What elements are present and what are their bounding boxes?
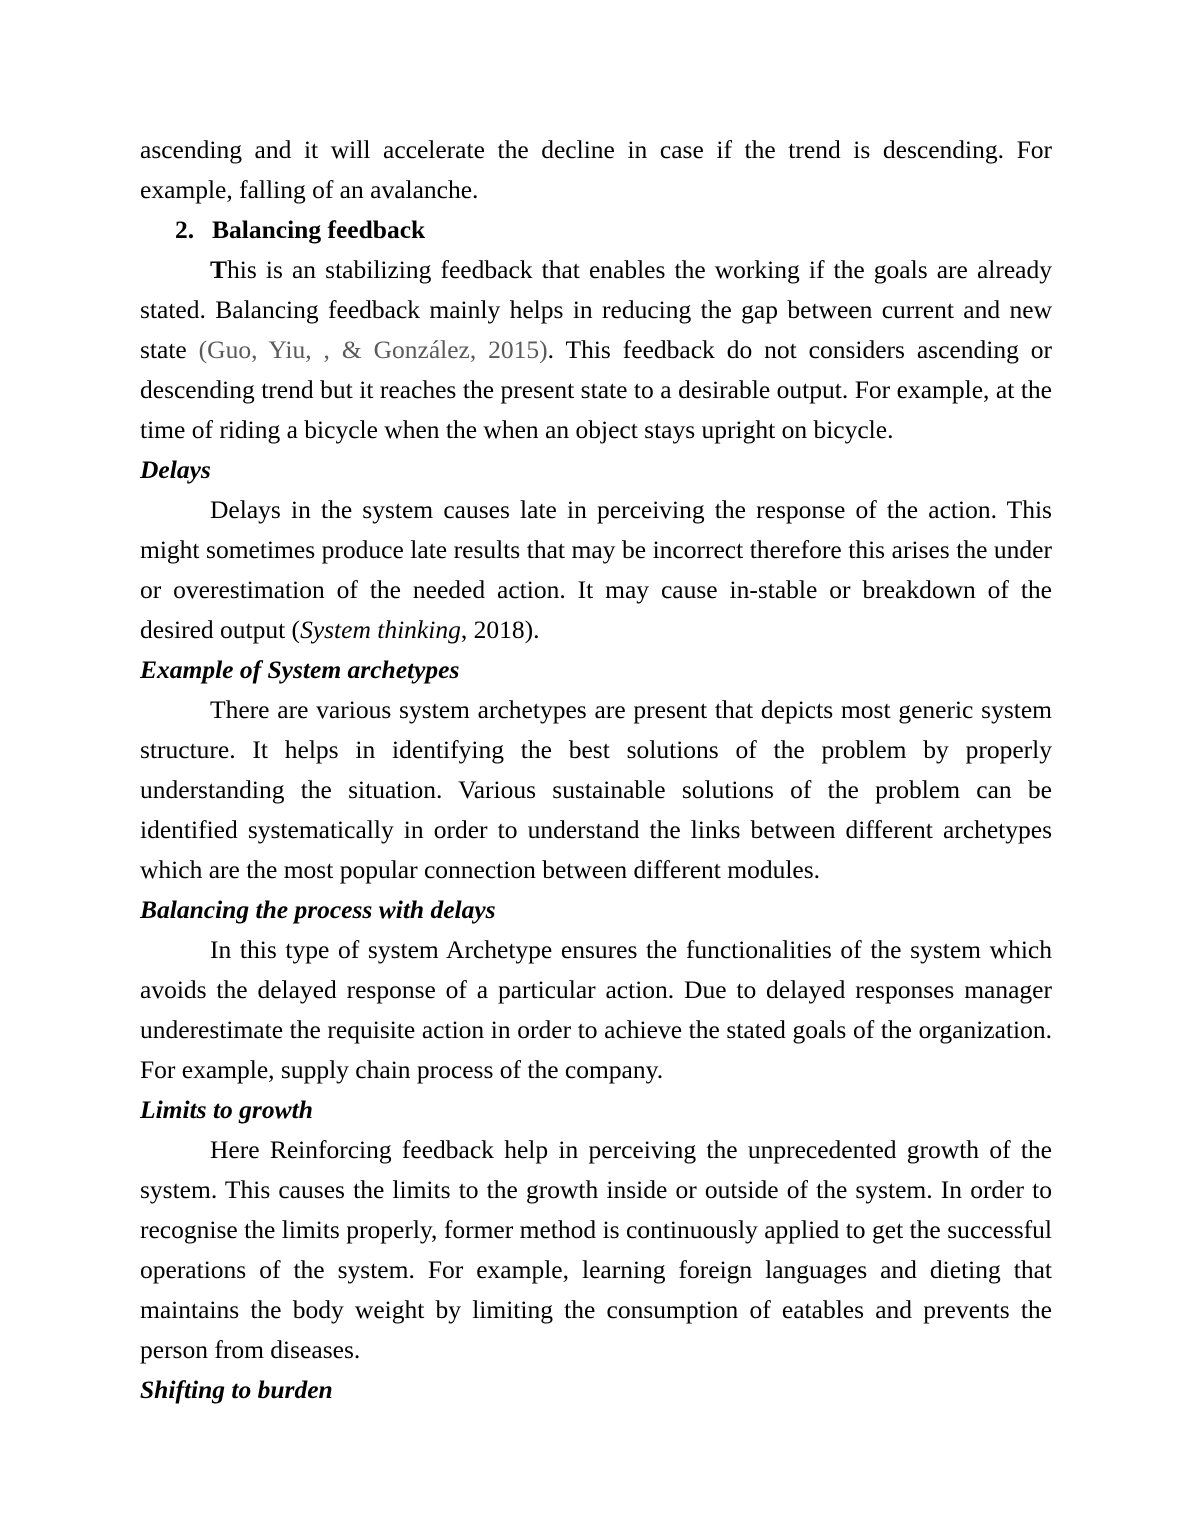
paragraph-delays (140, 490, 1052, 650)
list-item-number: 2. (175, 215, 195, 244)
list-item-label: Balancing feedback (212, 215, 426, 244)
heading-limits-to-growth: Limits to growth (140, 1095, 313, 1124)
paragraph-lead-capital: T (210, 255, 228, 284)
heading-example-of-system-archetypes: Example of System archetypes (140, 655, 460, 684)
paragraph-text-run: . This feedback do not considers ascending or descending trend but it reaches the present state to a desirable output. For example, at the time of riding a bicycle when the when an object stays upright on bicycle. (140, 335, 1052, 444)
heading-delays: Delays (140, 455, 211, 484)
citation-system-thinking-title: System thinking (300, 615, 461, 644)
paragraph-text-run: his is an stabilizing feedback that enables the working if the goals are already stated. Balancing feedback mainly helps in reducing the gap between current and new state (140, 255, 1052, 364)
heading-shifting-to-burden: Shifting to burden (140, 1375, 333, 1404)
paragraph-text-run: Delays in the system causes late in perceiving the response of the action. This might sometimes produce late results that may be incorrect therefore this arises the under or overestimation of the needed action. It may cause in-stable or breakdown of the desired output ( (140, 495, 1052, 644)
citation-guo-yiu-gonzalez: (Guo, Yiu, , & González, 2015) (198, 335, 548, 364)
paragraph-avalanche: ascending and it will accelerate the decline in case if the trend is descending. For example, falling of an avalanche. (140, 135, 1052, 204)
citation-system-thinking-year: , 2018). (460, 615, 540, 644)
paragraph-balancing-feedback (140, 250, 1052, 450)
heading-balancing-the-process-with-delays: Balancing the process with delays (140, 895, 496, 924)
paragraph-balancing-process: In this type of system Archetype ensures the functionalities of the system which avoids the delayed response of a particular action. Due to delayed responses manager underestimate the requisite action in order to achieve the stated goals of the organization. For example, supply chain process of the company. (140, 935, 1052, 1084)
numbered-list (140, 210, 1052, 250)
paragraph-limits-to-growth: Here Reinforcing feedback help in perceiving the unprecedented growth of the system. This causes the limits to the growth inside or outside of the system. In order to recognise the limits properly, former method is continuously applied to get the successful operations of the system. For example, learning foreign languages and dieting that maintains the body weight by limiting the consumption of eatables and prevents the person from diseases. (140, 1135, 1052, 1364)
document-body (140, 130, 1052, 1410)
paragraph-example-archetypes: There are various system archetypes are present that depicts most generic system structure. It helps in identifying the best solutions of the problem by properly understanding the situation. Various sustainable solutions of the problem can be identified systematically in order to understand the links between different archetypes which are the most popular connection between different modules. (140, 695, 1052, 884)
list-item-balancing-feedback (140, 210, 1052, 250)
